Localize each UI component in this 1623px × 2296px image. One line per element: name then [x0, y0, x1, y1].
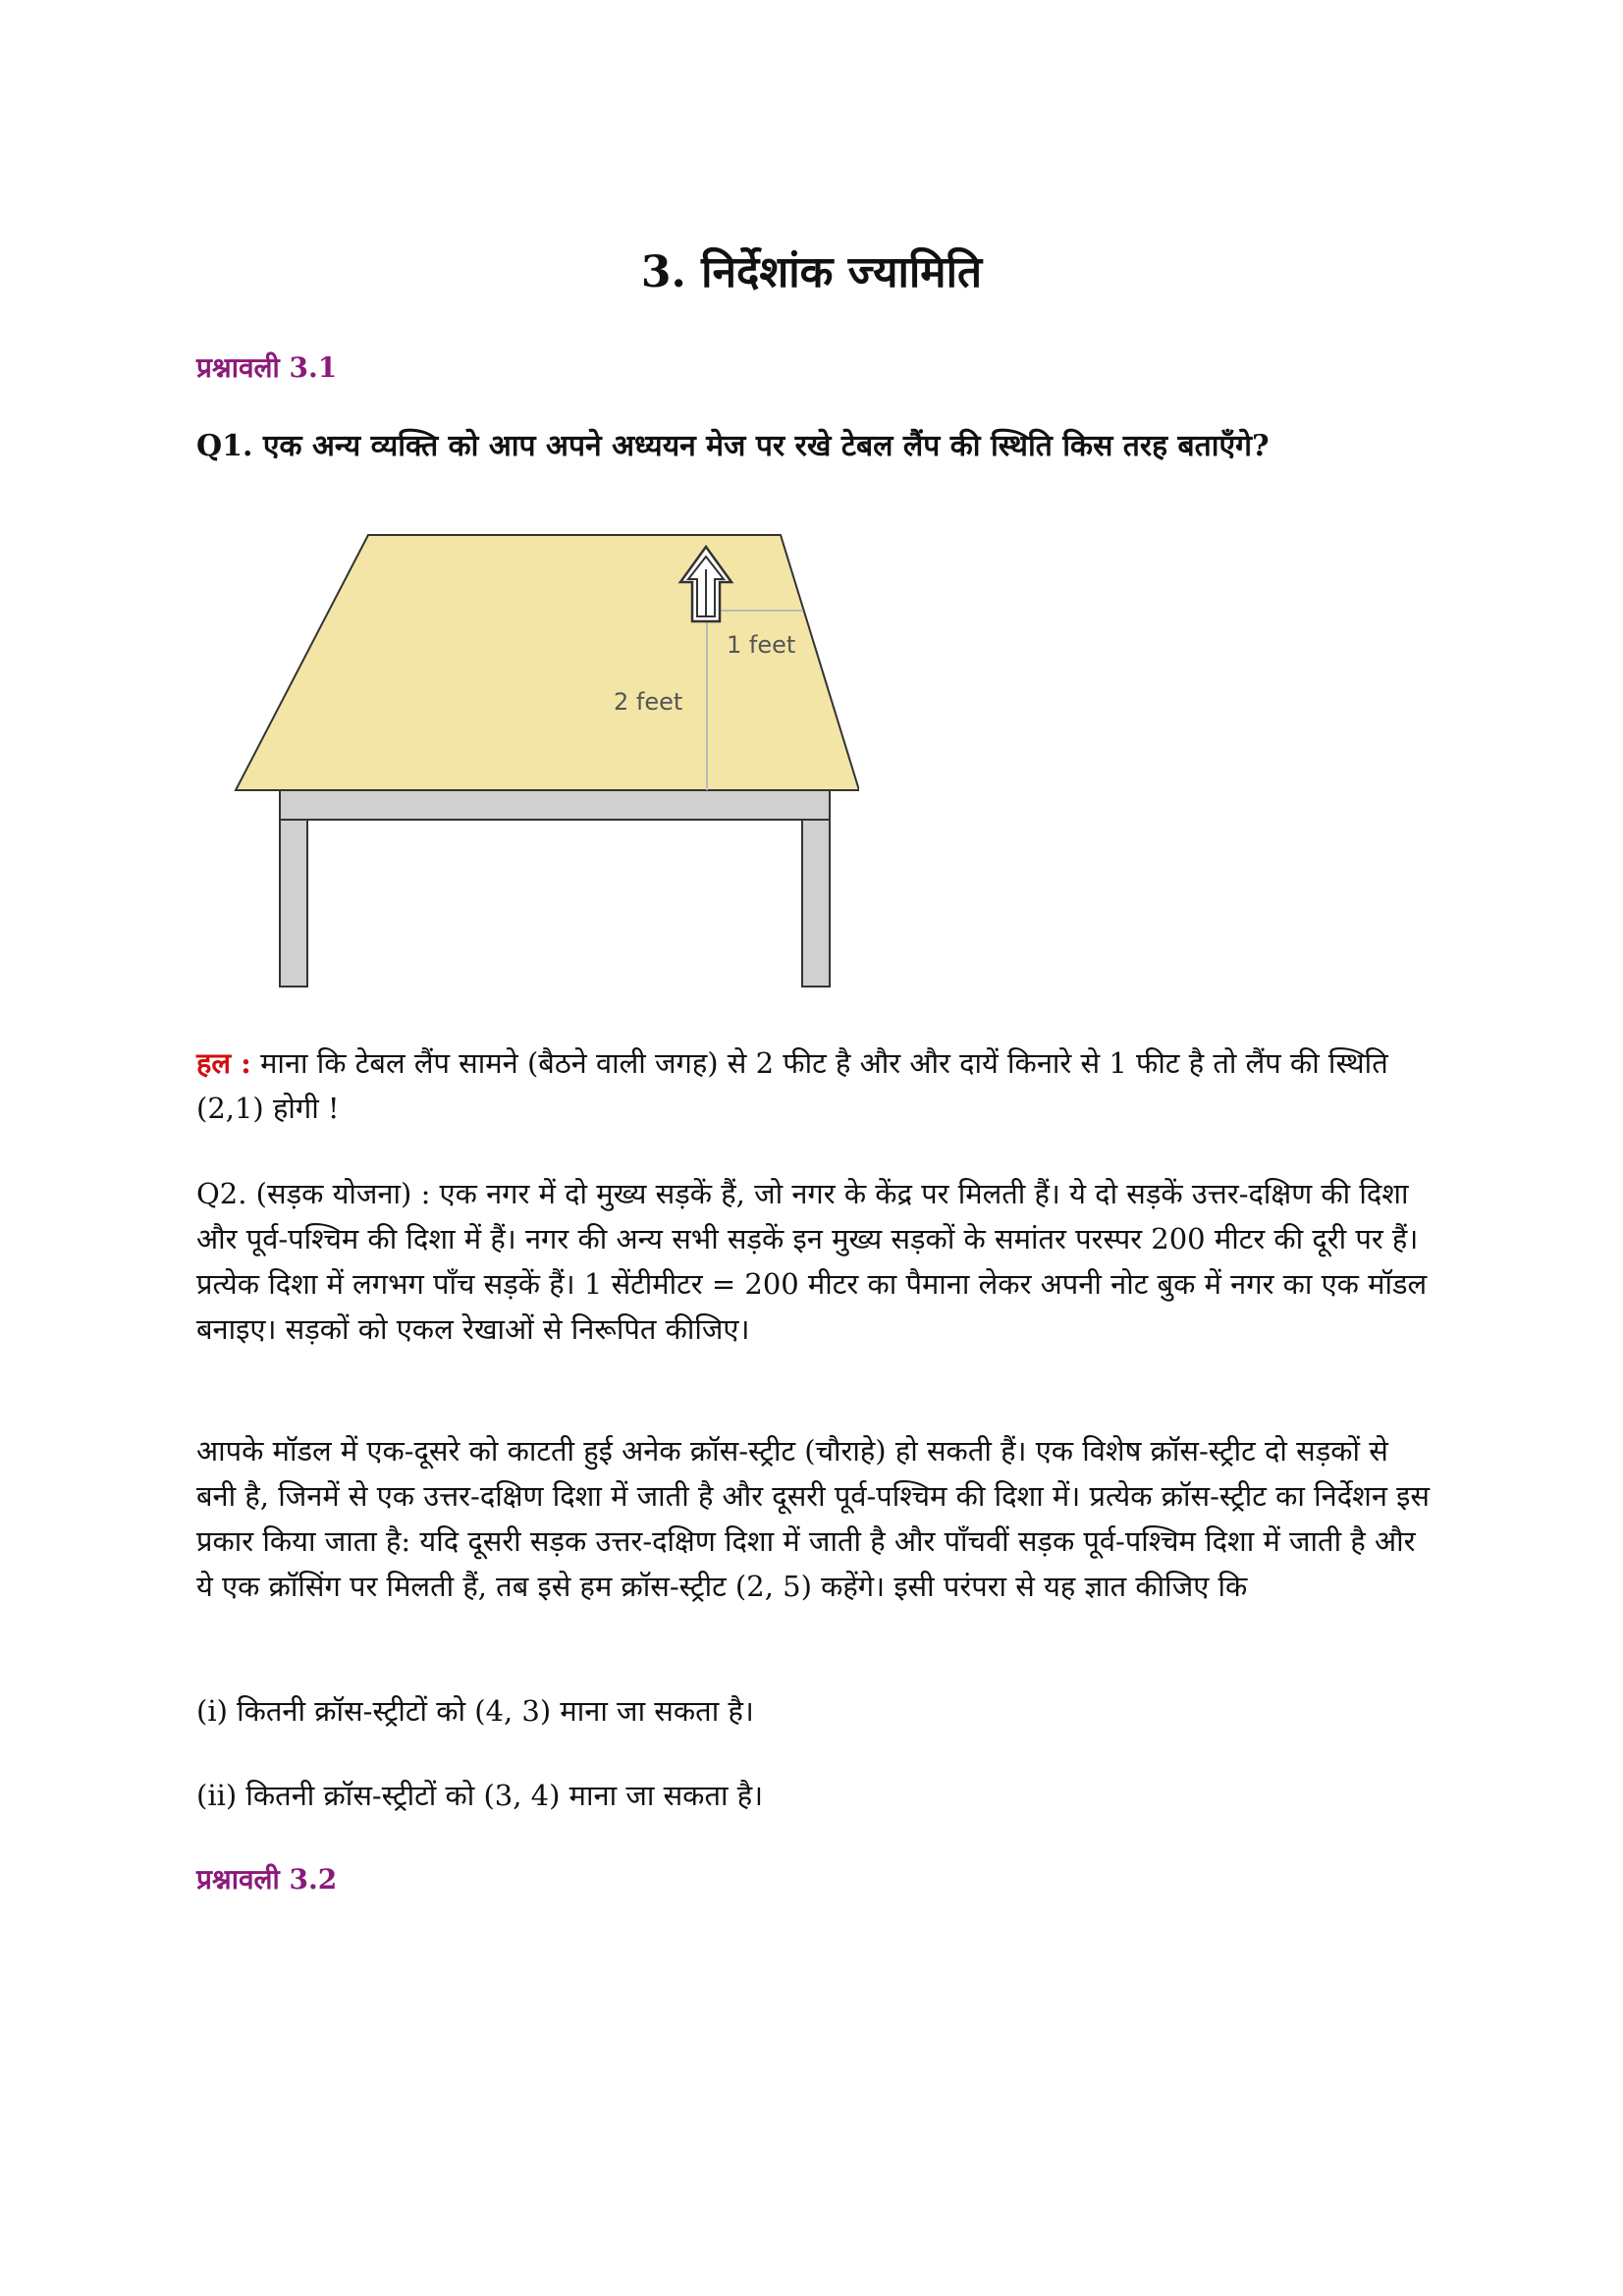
question-2-paragraph: Q2. (सड़क योजना) : एक नगर में दो मुख्य सड़कें हैं, जो नगर के केंद्र पर मिलती हैं। ये दो सड़कें उत्तर-दक्षिण की दिशा और पूर्व-पश्चिम की दिशा में हैं। नगर की अन्य सभी सड़कें इन मुख्य सड़कों के समांतर परस्पर 200 मीटर की दूरी पर हैं। प्रत्येक दिशा में लगभग पाँच सड़कें हैं। 1 सेंटीमीटर = 200 मीटर का पैमाना लेकर अपनी नोट बुक में नगर का एक मॉडल बनाइए। सड़कों को एकल रेखाओं से निरूपित कीजिए।	[196, 1177, 1428, 1346]
sub-question-ii: (ii) कितनी क्रॉस-स्ट्रीटों को (3, 4) माना जा सकता है।	[196, 1779, 764, 1812]
question-1: Q1. एक अन्य व्यक्ति को आप अपने अध्ययन मेज पर रखे टेबल लैंप की स्थिति किस तरह बताएँगे?	[196, 429, 1270, 463]
table-lamp-figure	[231, 525, 859, 991]
section-heading-3-2: प्रश्नावली 3.2	[196, 1863, 338, 1896]
table-leg-left	[280, 820, 307, 987]
solution-paragraph	[196, 1041, 1434, 1131]
table-top	[236, 535, 859, 790]
solution-label: हल :	[196, 1046, 251, 1080]
solution-text: माना कि टेबल लैंप सामने (बैठने वाली जगह) से 2 फीट है और और दायें किनारे से 1 फीट है तो लैंप की स्थिति (2,1) होगी !	[196, 1046, 1388, 1125]
question-2-paragraph-2: आपके मॉडल में एक-दूसरे को काटती हुई अनेक क्रॉस-स्ट्रीट (चौराहे) हो सकती हैं। एक विशेष क्रॉस-स्ट्रीट दो सड़कों से बनी है, जिनमें से एक उत्तर-दक्षिण दिशा में जाती है और दूसरी पूर्व-पश्चिम की दिशा में। प्रत्येक क्रॉस-स्ट्रीट का निर्देशन इस प्रकार किया जाता है: यदि दूसरी सड़क उत्तर-दक्षिण दिशा में जाती है और पाँचवीं सड़क पूर्व-पश्चिम दिशा में जाती है और ये एक क्रॉसिंग पर मिलती हैं, तब इसे हम क्रॉस-स्ट्रीट (2, 5) कहेंगे। इसी परंपरा से यह ज्ञात कीजिए कि	[196, 1434, 1431, 1603]
label-2-feet: 2 feet	[614, 688, 683, 716]
label-1-feet: 1 feet	[727, 631, 796, 659]
table-leg-right	[802, 820, 830, 987]
section-heading-3-1: प्रश्नावली 3.1	[196, 351, 338, 384]
page-title: 3. निर्देशांक ज्यामिति	[640, 247, 983, 297]
sub-question-i: (i) कितनी क्रॉस-स्ट्रीटों को (4, 3) माना जा सकता है।	[196, 1694, 754, 1728]
table-apron	[280, 790, 830, 820]
